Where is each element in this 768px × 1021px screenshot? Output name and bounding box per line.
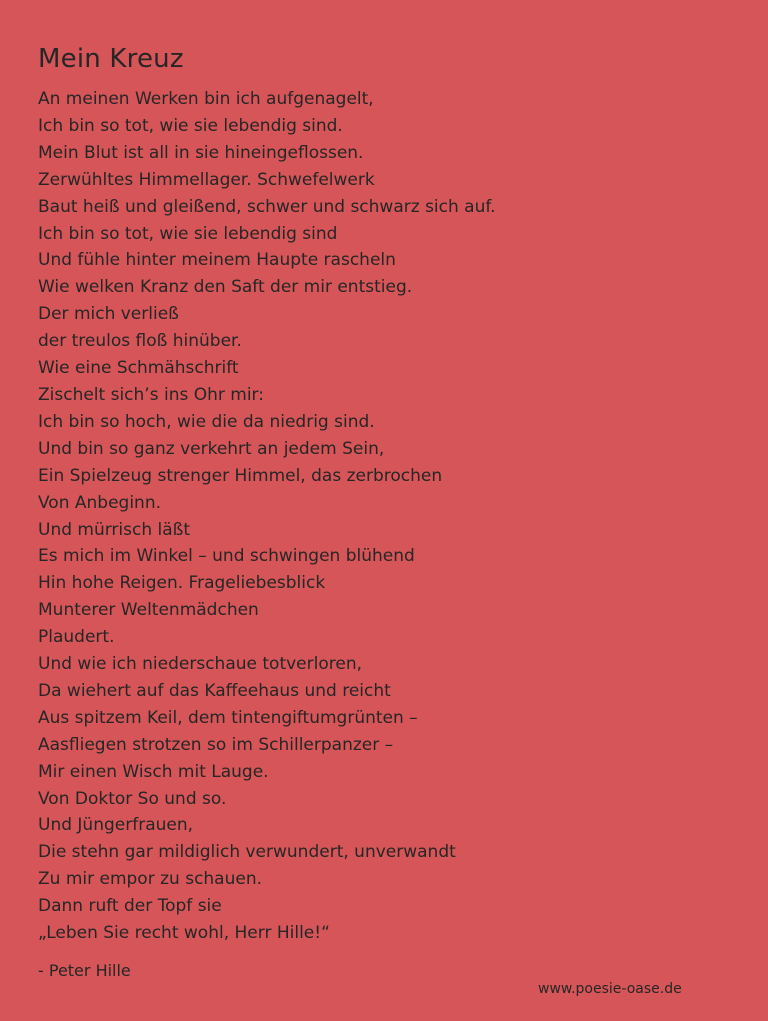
poem-line: Von Doktor So und so. bbox=[38, 788, 227, 809]
poem-line: Ich bin so hoch, wie die da niedrig sind. bbox=[38, 411, 375, 432]
poem-line: An meinen Werken bin ich aufgenagelt, bbox=[38, 89, 374, 109]
poem-line: Und wie ich niederschaue totverloren, bbox=[38, 654, 362, 675]
poem-line: Wie welken Kranz den Saft der mir entstieg. bbox=[38, 277, 413, 298]
poem-line: Da wiehert auf das Kaffeehaus und reicht bbox=[38, 680, 391, 701]
poem-line: Mir einen Wisch mit Lauge. bbox=[38, 761, 269, 782]
poem-line: Aus spitzem Keil, dem tintengiftumgrünten – bbox=[38, 707, 418, 728]
poem-line: Baut heiß und gleißend, schwer und schwarz sich auf. bbox=[38, 196, 496, 217]
poem-line: Zerwühltes Himmellager. Schwefelwerk bbox=[38, 169, 375, 190]
poem-line: Munterer Weltenmädchen bbox=[38, 600, 259, 621]
poem-line: Mein Blut ist all in sie hineingeflossen. bbox=[38, 142, 364, 163]
poem-line: Ein Spielzeug strenger Himmel, das zerbrochen bbox=[38, 465, 443, 486]
poem-line: Und bin so ganz verkehrt an jedem Sein, bbox=[38, 438, 385, 459]
website-link[interactable]: www.poesie-oase.de bbox=[538, 981, 682, 997]
poem-body bbox=[38, 86, 496, 947]
poem-line: der treulos floß hinüber. bbox=[38, 331, 242, 352]
poem-line: Es mich im Winkel – und schwingen blühend bbox=[38, 546, 415, 567]
poem-title: Mein Kreuz bbox=[38, 44, 184, 74]
poem-line: Zischelt sich’s ins Ohr mir: bbox=[38, 384, 264, 405]
poem-line: Und Jüngerfrauen, bbox=[38, 815, 194, 836]
poem-line: Die stehn gar mildiglich verwundert, unverwandt bbox=[38, 842, 456, 863]
poem-line: Ich bin so tot, wie sie lebendig sind bbox=[38, 223, 338, 244]
poem-line: Der mich verließ bbox=[38, 304, 179, 325]
poem-line: Aasfliegen strotzen so im Schillerpanzer – bbox=[38, 734, 394, 755]
poem-line: Plaudert. bbox=[38, 627, 115, 648]
poem-line: Und fühle hinter meinem Haupte rascheln bbox=[38, 250, 396, 271]
poem-line: Zu mir empor zu schauen. bbox=[38, 869, 263, 890]
poem-author: - Peter Hille bbox=[38, 961, 131, 980]
poem-line: Ich bin so tot, wie sie lebendig sind. bbox=[38, 115, 343, 136]
poem-line: „Leben Sie recht wohl, Herr Hille!“ bbox=[38, 923, 330, 944]
poem-line: Und mürrisch läßt bbox=[38, 519, 191, 540]
poem-line: Von Anbeginn. bbox=[38, 492, 162, 513]
poem-line: Wie eine Schmähschrift bbox=[38, 358, 239, 379]
poem-line: Dann ruft der Topf sie bbox=[38, 896, 222, 917]
poem-line: Hin hohe Reigen. Frageliebesblick bbox=[38, 573, 326, 594]
